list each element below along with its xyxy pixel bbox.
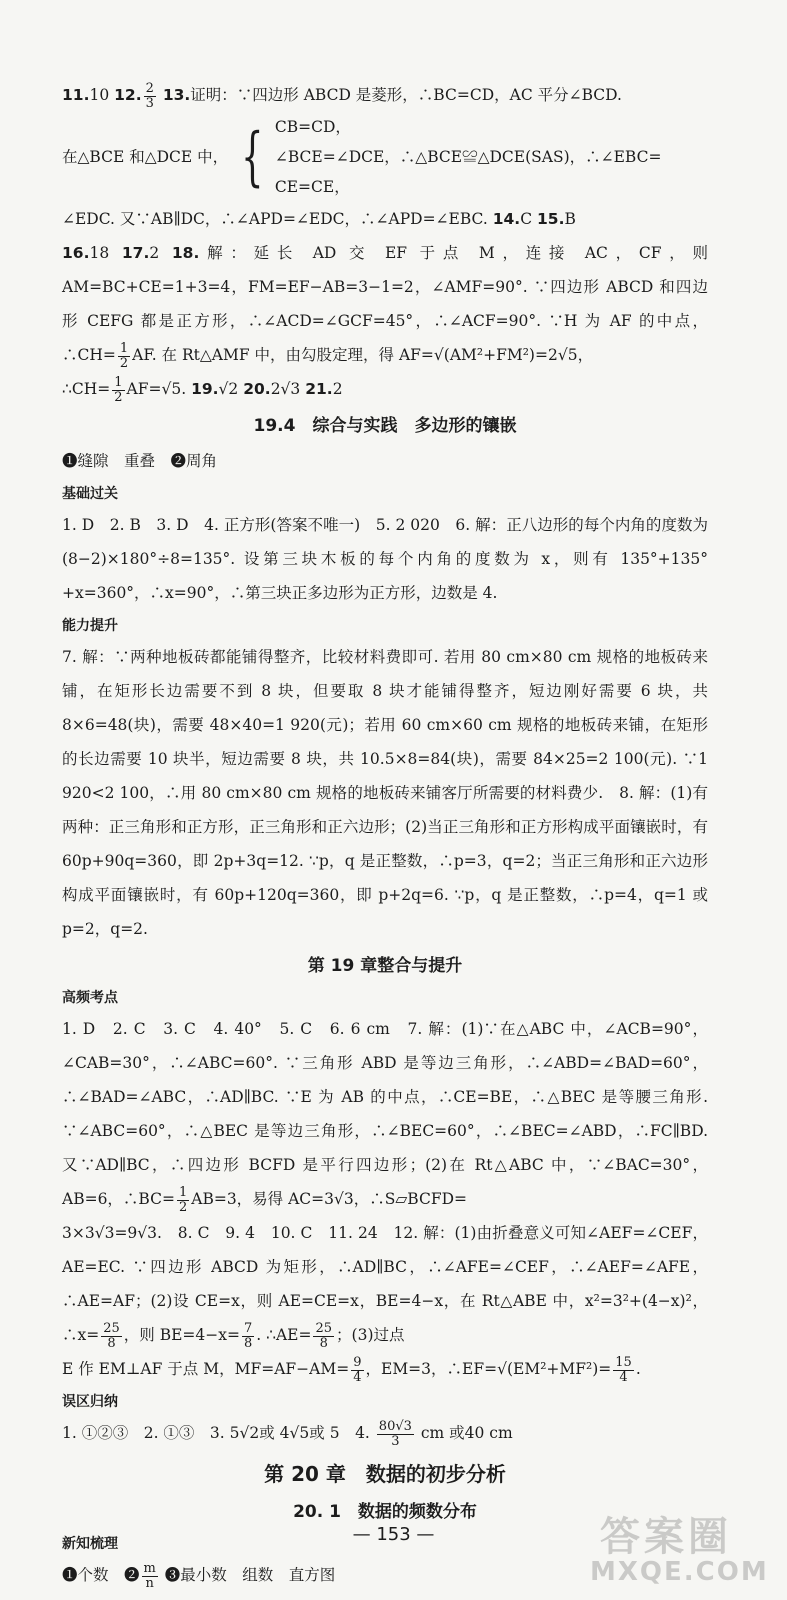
numerator: 2 xyxy=(145,80,154,96)
chapter-20-title: 第 20 章 数据的初步分析 xyxy=(264,1462,506,1486)
eq-line: ∠BCE=∠DCE，∴△BCE≌△DCE(SAS)，∴∠EBC= xyxy=(274,148,662,166)
q-num: 18. xyxy=(171,244,200,262)
basic-answers: 1. D 2. B 3. D 4. 正方形(答案不唯一) 5. 2 020 6. 解：正八边形的每个内角的度数为(8−2)×180°÷8=135°. 设第三块木板的每个内角的度数为 x，则有 135°+135°+x=360°，∴x=90°，∴第三块正多边形为正方形，边数是 4. xyxy=(62,516,708,602)
text: AB=3，易得 AC=3√3，∴S▱BCFD= xyxy=(191,1190,467,1208)
answer: 2 xyxy=(332,380,343,398)
text: . ∴AE= xyxy=(256,1326,312,1344)
answer: B xyxy=(564,210,576,228)
fill-blanks: ❶缝隙 重叠 ❷周角 xyxy=(62,452,218,470)
watermark-text: 答案圈 xyxy=(600,1514,732,1560)
denominator: 2 xyxy=(114,389,123,405)
high-answers-3 xyxy=(62,1352,708,1386)
text: AF=√5. xyxy=(126,380,187,398)
watermark-url: MXQE.COM xyxy=(590,1557,769,1587)
numerator: 15 xyxy=(615,1354,632,1370)
fraction xyxy=(118,342,130,371)
eq-line: CB=CD， xyxy=(274,118,351,136)
denominator: 8 xyxy=(107,1335,116,1351)
text: 1. ①②③ 2. ①③ 3. 5√2或 4√5或 5 4. xyxy=(62,1424,370,1442)
text: ∠EDC. 又∵AB∥DC，∴∠APD=∠EDC，∴∠APD=∠EBC. xyxy=(62,210,488,228)
text: 3×3√3=9√3. 8. C 9. 4 10. C 11. 24 12. 解：(1)由折叠意义可知∠AEF=∠CEF，AE=EC. ∵四边形 ABCD 为矩形，∴AD∥BC，∴∠AFE=∠CEF，∴∠AEF=∠AFE，∴AE=AF；(2)设 CE=x，则 AE=CE=x，BE=4−x，在 Rt△ABE 中，x²=3²+(4−x)²，∴x= xyxy=(62,1224,708,1344)
text: 在△BCE 和△DCE 中， xyxy=(62,148,229,166)
text: ❸最小数 组数 直方图 xyxy=(164,1566,336,1584)
answer: √2 xyxy=(218,380,239,398)
numerator: 1 xyxy=(114,374,123,390)
q-num: 11. xyxy=(62,86,90,104)
fraction xyxy=(101,1322,122,1351)
system-lines xyxy=(275,112,662,202)
text: ∴CH= xyxy=(62,380,111,398)
label-high-frequency: 高频考点 xyxy=(62,990,118,1006)
ability-answers: 7. 解：∵两种地板砖都能铺得整齐，比较材料费即可. 若用 80 cm×80 cm 规格的地板砖来铺，在矩形长边需要不到 8 块，但要取 8 块才能铺得整齐，短边刚好需要 6 块，共 8×6=48(块)，需要 48×40=1 920(元)；若用 60 cm×60 cm 规格的地板砖来铺，在矩形的长边需要 10 块半，短边需要 8 块，共 10.5×8=84(块)，需要 84×25=2 100(元). ∵1 920<2 100，∴用 80 cm×80 cm 规格的地板砖来铺客厅所需要的材料费少. 8. 解：(1)有两种：正三角形和正方形，正三角形和正六边形；(2)当正三角形和正方形构成平面镶嵌时，有 60p+90q=360，即 2p+3q=12. ∵p，q 是正整数，∴p=3，q=2；当正三角形和正六边形构成平面镶嵌时，有 60p+120q=360，即 p+2q=6. ∵p，q 是正整数，∴p=4，q=1 或 p=2，q=2. xyxy=(62,648,708,938)
answer: 解：延长 AD 交 EF 于点 M，连接 AC，CF，则 AM=BC+CE=1+3=4，FM=EF−AB=3−1=2，∠AMF=90°. ∵四边形 ABCD 和四边形 CEFG 都是正方形，∴∠ACD=∠GCF=45°，∴∠ACF=90°. ∵H 为 AF 的中点，∴CH= xyxy=(62,244,708,364)
label-basic: 基础过关 xyxy=(62,486,118,502)
q-num: 16. xyxy=(62,244,90,262)
high-answers-2 xyxy=(62,1216,708,1352)
mistake-answers xyxy=(62,1416,708,1450)
denominator: 4 xyxy=(619,1369,628,1385)
numerator: m xyxy=(143,1560,156,1576)
brace-icon: { xyxy=(241,120,264,194)
answer: 证明：∵四边形 ABCD 是菱形，∴BC=CD，AC 平分∠BCD. xyxy=(190,86,622,104)
q-num: 20. xyxy=(243,380,271,398)
denominator: 2 xyxy=(178,1199,188,1215)
text: ；(3)过点 xyxy=(336,1326,405,1344)
label-ability: 能力提升 xyxy=(62,618,118,634)
eq-line: CE=CE， xyxy=(274,178,350,196)
fraction xyxy=(313,1322,334,1351)
fraction xyxy=(613,1356,634,1385)
text: ，EM=3，∴EF=√(EM²+MF²)= xyxy=(365,1360,612,1378)
fraction xyxy=(144,82,156,111)
q-num: 13. xyxy=(162,86,191,104)
fraction xyxy=(351,1356,363,1385)
text: ❶个数 ❷ xyxy=(62,1566,140,1584)
line-13-end xyxy=(62,202,708,236)
text: E 作 EM⊥AF 于点 M，MF=AF−AM= xyxy=(62,1360,350,1378)
q-num: 12. xyxy=(114,86,142,104)
label-new-knowledge: 新知梳理 xyxy=(62,1536,118,1552)
denominator: 8 xyxy=(319,1335,328,1351)
answer: AF. 在 Rt△AMF 中，由勾股定理，得 AF=√(AM²+FM²)=2√5， xyxy=(132,346,594,364)
q-num: 15. xyxy=(537,210,565,228)
text: . xyxy=(635,1360,641,1378)
text: cm 或40 cm xyxy=(420,1424,513,1442)
section-title-19-4: 19.4 综合与实践 多边形的镶嵌 xyxy=(253,416,517,436)
line-16-18 xyxy=(62,236,708,372)
text: ，则 BE=4−x= xyxy=(123,1326,240,1344)
high-answers-1 xyxy=(62,1012,708,1216)
chapter-19-review-title: 第 19 章整合与提升 xyxy=(307,956,463,976)
q-num: 21. xyxy=(305,380,333,398)
label-mistakes: 误区归纳 xyxy=(62,1394,118,1410)
denominator: 8 xyxy=(243,1335,253,1351)
text: 1. D 2. C 3. C 4. 40° 5. C 6. 6 cm 7. 解：(1)∵在△ABC 中，∠ACB=90°，∠CAB=30°，∴∠ABC=60°. ∵三角形 ABD 是等边三角形，∴∠ABD=∠BAD=60°，∴∠BAD=∠ABC，∴AD∥BC. ∵E 为 AB 的中点，∴CE=BE，∴△BEC 是等腰三角形. ∵∠ABC=60°，∴△BEC 是等边三角形，∴∠BEC=60°，∴∠BEC=∠ABD，∴FC∥BD. 又∵AD∥BC，∴四边形 BCFD 是平行四边形；(2)在 Rt△ABC 中，∵∠BAC=30°，AB=6，∴BC= xyxy=(62,1020,708,1208)
section-20-1-title: 20. 1 数据的频数分布 xyxy=(293,1502,477,1522)
page-number: — 153 — xyxy=(352,1524,435,1545)
numerator: 25 xyxy=(315,1320,333,1336)
fraction xyxy=(177,1186,189,1215)
congruence-system xyxy=(62,112,708,202)
answer: 2 xyxy=(149,244,160,262)
numerator: 25 xyxy=(103,1320,120,1336)
answer: 2√3 xyxy=(270,380,301,398)
q-num: 17. xyxy=(121,244,150,262)
fraction xyxy=(142,1562,158,1591)
answer: 10 xyxy=(89,86,110,104)
numerator: 80√3 xyxy=(378,1418,412,1434)
q-num: 14. xyxy=(492,210,521,228)
line-11-13 xyxy=(62,78,708,112)
fraction xyxy=(377,1420,414,1449)
answer: C xyxy=(520,210,533,228)
q-num: 19. xyxy=(191,380,219,398)
denominator: n xyxy=(145,1575,154,1591)
numerator: 7 xyxy=(243,1320,253,1336)
denominator: 3 xyxy=(391,1433,400,1449)
answer-page xyxy=(62,78,708,1592)
numerator: 1 xyxy=(119,340,129,356)
fraction xyxy=(242,1322,254,1351)
numerator: 1 xyxy=(178,1184,188,1200)
watermark-logo xyxy=(560,1505,775,1595)
denominator: 3 xyxy=(145,95,154,111)
fraction xyxy=(112,376,124,405)
numerator: 9 xyxy=(353,1354,362,1370)
line-ch xyxy=(62,372,708,406)
denominator: 4 xyxy=(353,1369,362,1385)
answer: 18 xyxy=(89,244,110,262)
denominator: 2 xyxy=(119,355,129,371)
